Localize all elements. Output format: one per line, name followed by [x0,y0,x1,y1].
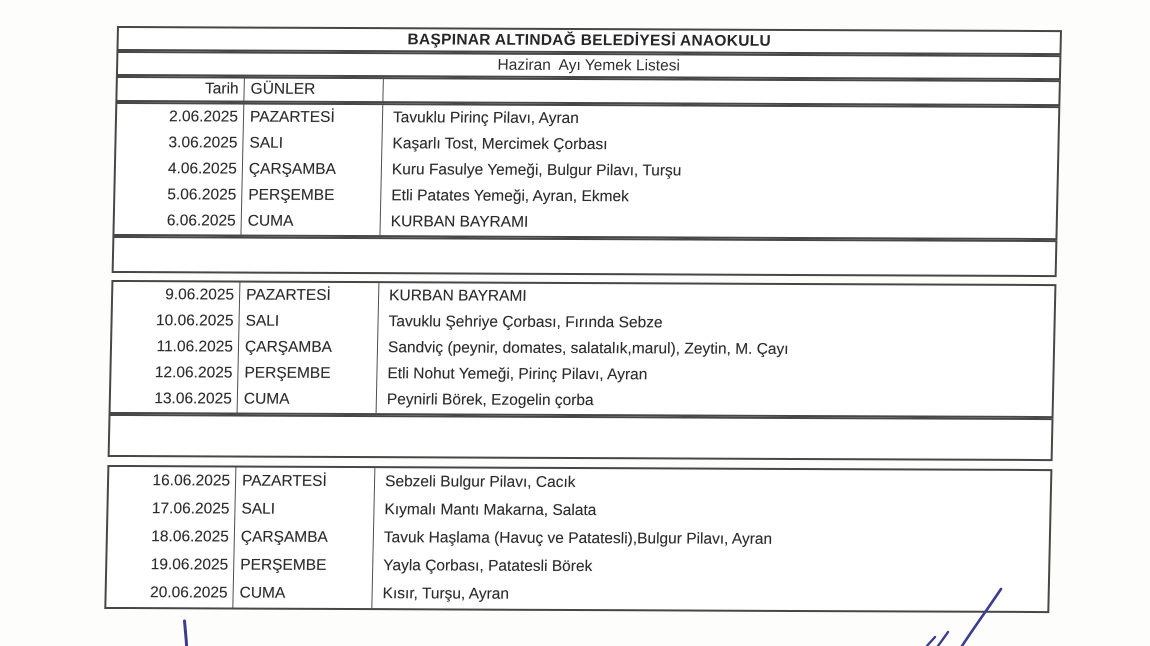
day-cell: CUMA [241,209,381,236]
meal-cell: Yayla Çorbası, Patatesli Börek [383,557,593,576]
date-cell: 9.06.2025 [113,282,241,309]
meal-cell: Kısır, Turşu, Ayran [382,585,510,603]
date-cell: 11.06.2025 [112,334,240,361]
day-cell: PAZARTESİ [236,468,376,497]
day-cell: CUMA [238,387,378,414]
meal-cell: KURBAN BAYRAMI [388,287,527,305]
meal-cell: Tavuklu Şehriye Çorbası, Fırında Sebze [388,313,663,332]
pen-stroke-left [185,621,187,646]
day-cell: PERŞEMBE [238,361,378,388]
empty-row-block [108,414,1054,461]
pen-stroke-right-small-2 [927,637,935,646]
day-cell: PAZARTESİ [240,283,380,310]
header-meal [383,79,1058,104]
day-cell: PERŞEMBE [242,183,382,210]
empty-row-block [112,236,1058,277]
pen-stroke-right-small-1 [938,632,948,646]
meal-cell: Kıymalı Mantı Makarna, Salata [384,501,597,520]
date-cell: 6.06.2025 [114,208,242,235]
day-cell: ÇARŞAMBA [239,335,379,362]
day-cell: SALI [235,496,375,525]
day-cell: SALI [243,131,383,158]
day-cell: ÇARŞAMBA [235,524,375,553]
day-cell: SALI [239,309,379,336]
week1-table [112,102,1060,240]
date-cell: 18.06.2025 [108,523,236,552]
date-cell: 2.06.2025 [117,104,245,131]
meal-cell: Sebzeli Bulgur Pilavı, Cacık [384,473,576,492]
date-cell: 13.06.2025 [111,386,239,413]
week3-table [104,465,1052,613]
meal-cell: Tavuklu Pirinç Pilavı, Ayran [392,109,580,128]
meal-cell: Etli Nohut Yemeği, Pirinç Pilavı, Ayran [387,365,648,384]
header-day: GÜNLER [244,79,383,102]
day-cell: ÇARŞAMBA [243,157,383,184]
meal-cell: Etli Patates Yemeği, Ayran, Ekmek [391,187,630,206]
date-cell: 10.06.2025 [112,308,240,335]
table-header [115,76,1061,106]
document-title: BAŞPINAR ALTINDAĞ BELEDİYESİ ANAOKULU [116,26,1062,55]
date-cell: 4.06.2025 [116,156,244,183]
day-cell: PAZARTESİ [244,105,384,132]
menu-document [104,26,1062,613]
date-cell: 12.06.2025 [111,360,239,387]
meal-cell: Tavuk Haşlama (Havuç ve Patatesli),Bulgur Pilavı, Ayran [383,529,773,548]
document-subtitle: Haziran Ayı Yemek Listesi [116,51,1062,80]
day-cell: CUMA [233,580,373,609]
date-cell: 5.06.2025 [115,182,243,209]
header-date: Tarih [117,78,244,101]
meal-cell: KURBAN BAYRAMI [390,213,529,231]
day-cell: PERŞEMBE [234,552,374,581]
meal-cell: Kuru Fasulye Yemeği, Bulgur Pilavı, Turşu [391,161,682,180]
date-cell: 17.06.2025 [108,495,236,524]
meal-cell: Peynirli Börek, Ezogelin çorba [386,391,594,410]
date-cell: 19.06.2025 [107,551,235,580]
meal-cell: Sandviç (peynir, domates, salatalık,marul), Zeytin, M. Çayı [387,339,789,358]
date-cell: 3.06.2025 [116,130,244,157]
week2-table [109,280,1057,418]
date-cell: 16.06.2025 [109,467,237,496]
meal-cell: Kaşarlı Tost, Mercimek Çorbası [392,135,608,154]
date-cell: 20.06.2025 [106,579,234,608]
